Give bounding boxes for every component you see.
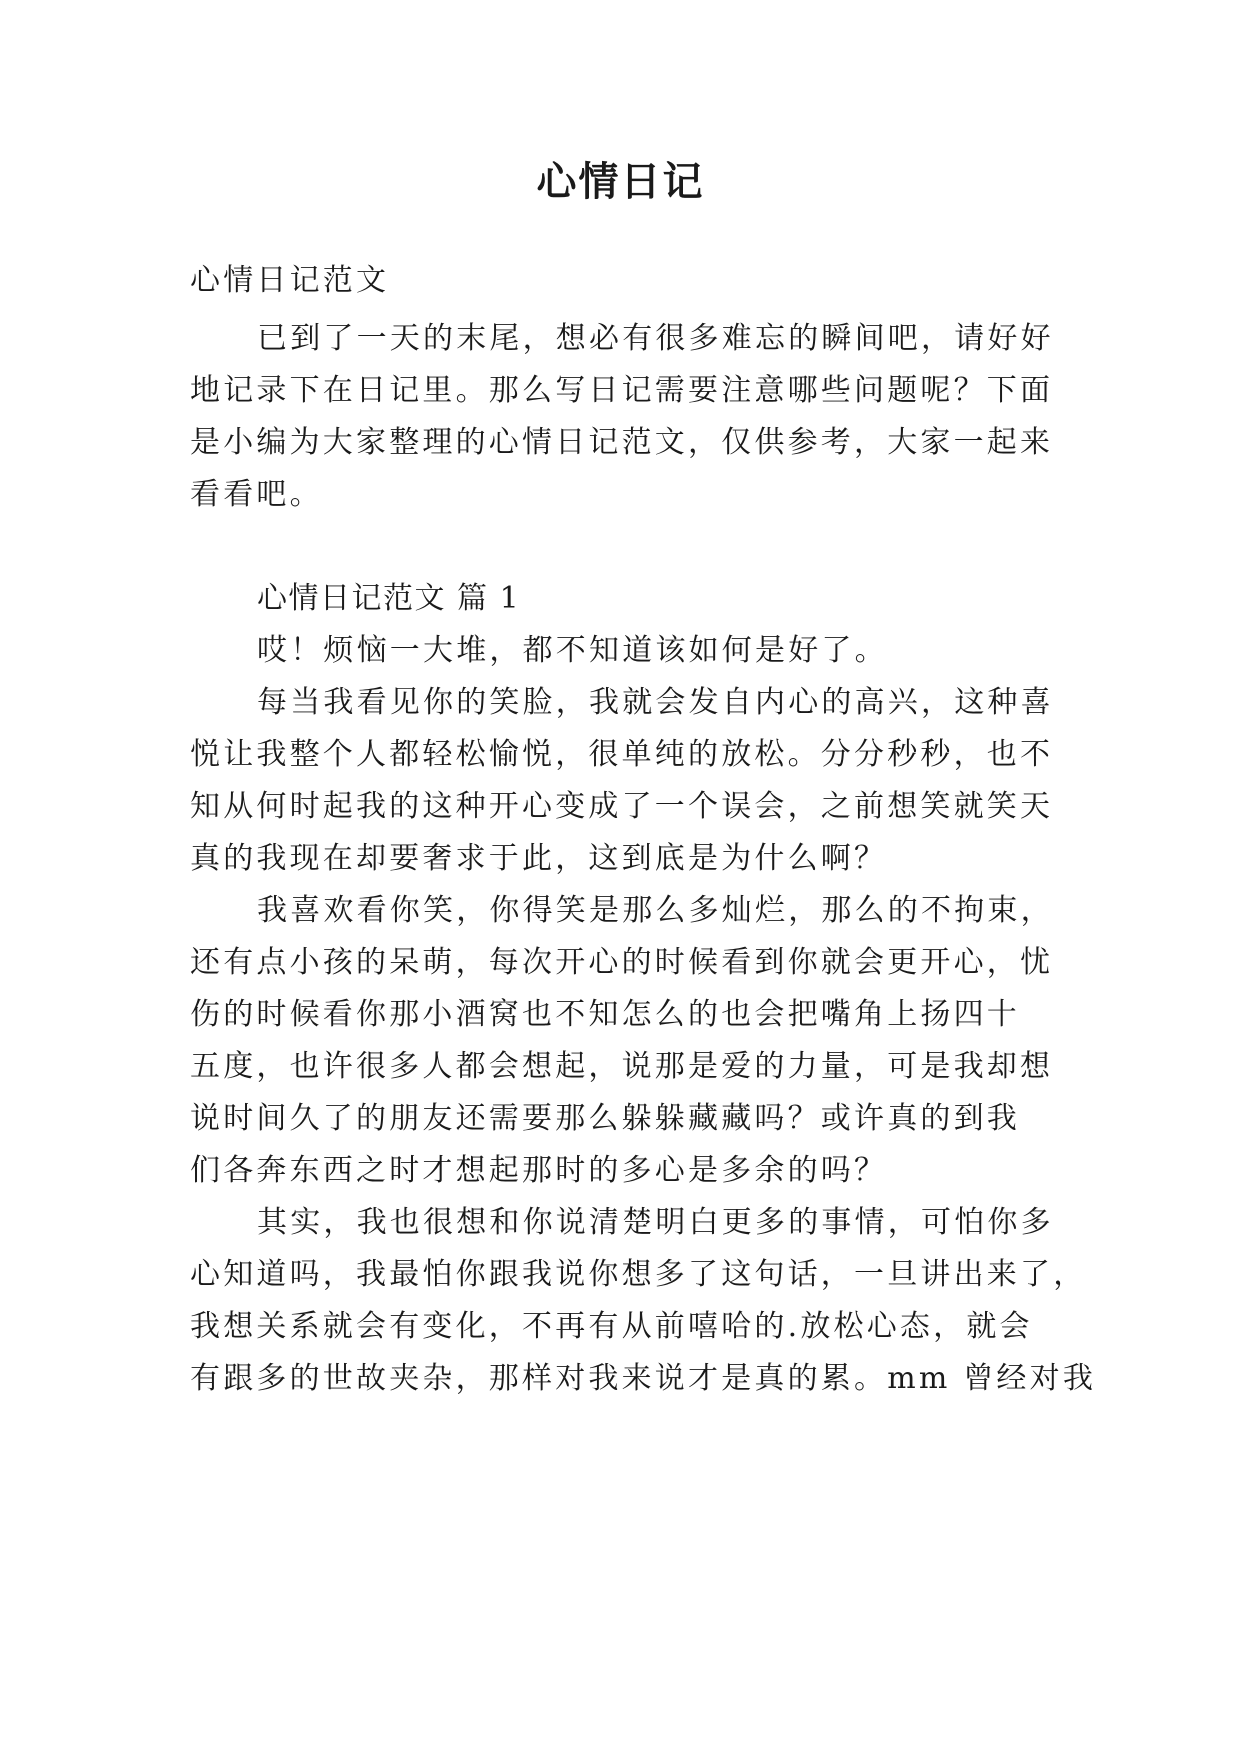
text-line: 是小编为大家整理的心情日记范文，仅供参考，大家一起来: [190, 425, 1054, 460]
text-line: 心知道吗，我最怕你跟我说你想多了这句话，一旦讲出来了，: [190, 1257, 1087, 1292]
article-label: 心情日记范文 篇 1: [257, 581, 521, 616]
text-line: 我喜欢看你笑，你得笑是那么多灿烂，那么的不拘束，: [257, 893, 1054, 928]
text-line: 我想关系就会有变化，不再有从前嘻哈的.放松心态，就会: [190, 1309, 1033, 1344]
text-line: 还有点小孩的呆萌，每次开心的时候看到你就会更开心，忧: [190, 945, 1054, 980]
text-line: 看看吧。: [190, 477, 323, 512]
text-line: 们各奔东西之时才想起那时的多心是多余的吗？: [190, 1153, 888, 1188]
text-line: 伤的时候看你那小酒窝也不知怎么的也会把嘴角上扬四十: [190, 997, 1020, 1032]
document-title: 心情日记: [536, 159, 705, 205]
text-line: 有跟多的世故夹杂，那样对我来说才是真的累。mm 曾经对我: [190, 1361, 1097, 1396]
text-line: 地记录下在日记里。那么写日记需要注意哪些问题呢？下面: [190, 373, 1054, 408]
text-line: 真的我现在却要奢求于此，这到底是为什么啊？: [190, 841, 888, 876]
section-heading: 心情日记范文: [190, 263, 390, 298]
text-line: 每当我看见你的笑脸，我就会发自内心的高兴，这种喜: [257, 685, 1054, 720]
text-line: 五度，也许很多人都会想起，说那是爱的力量，可是我却想: [190, 1049, 1054, 1084]
text-line: 已到了一天的末尾，想必有很多难忘的瞬间吧，请好好: [257, 321, 1054, 356]
text-line: 知从何时起我的这种开心变成了一个误会，之前想笑就笑天: [190, 789, 1054, 824]
text-line: 悦让我整个人都轻松愉悦，很单纯的放松。分分秒秒，也不: [190, 737, 1054, 772]
text-line: 哎！烦恼一大堆，都不知道该如何是好了。: [257, 633, 888, 668]
text-line: 说时间久了的朋友还需要那么躲躲藏藏吗？或许真的到我: [190, 1101, 1020, 1136]
text-line: 其实，我也很想和你说清楚明白更多的事情，可怕你多: [257, 1205, 1054, 1240]
